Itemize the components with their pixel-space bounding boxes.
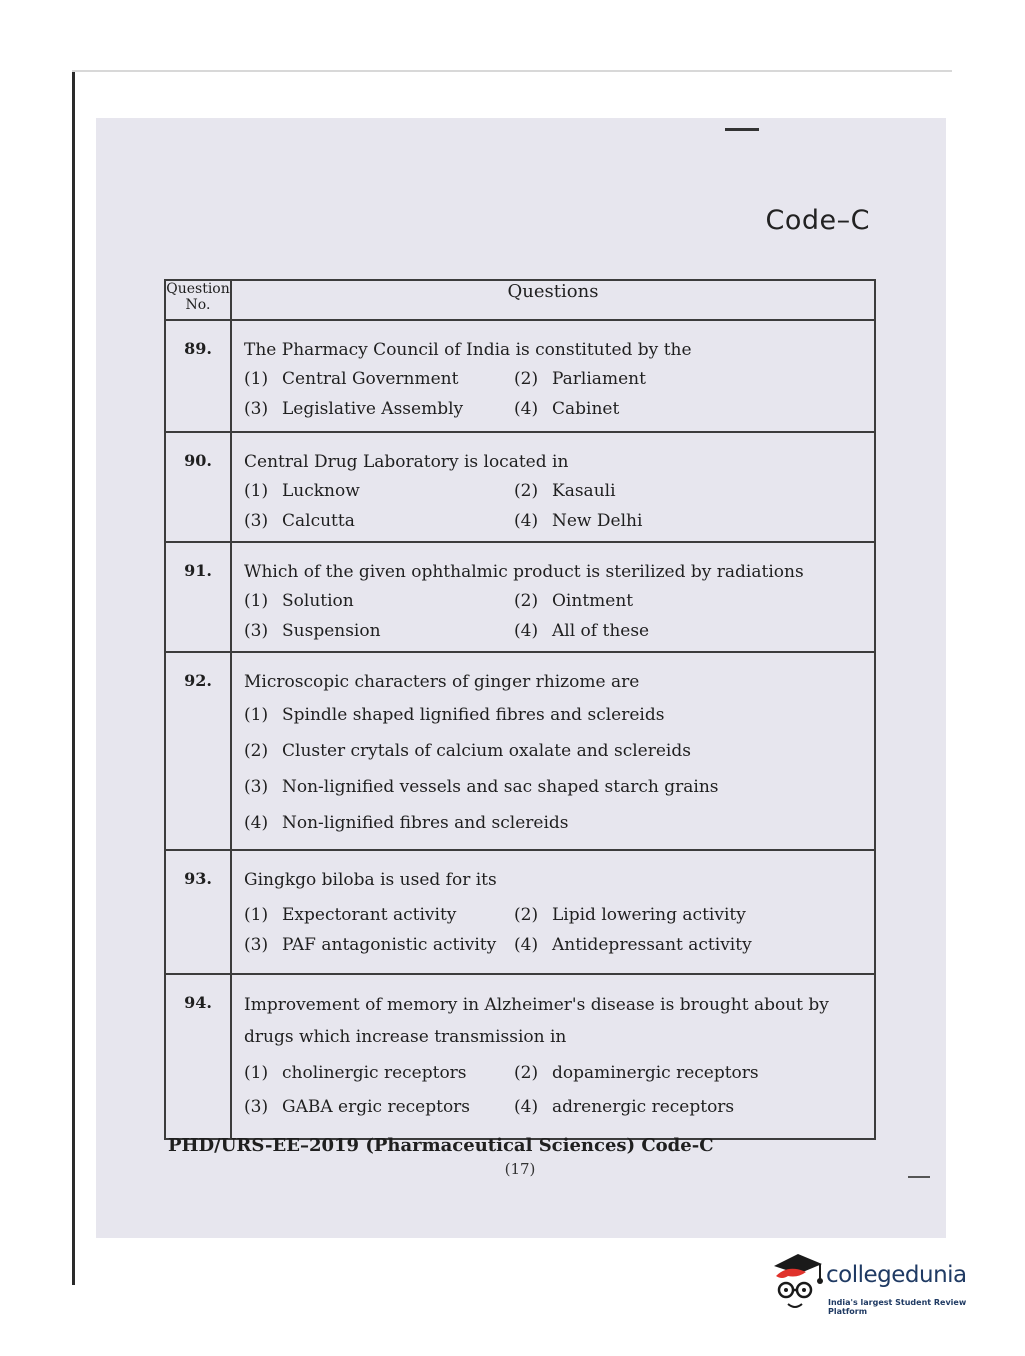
option: (4) All of these bbox=[514, 621, 650, 641]
questions-header: Questions bbox=[231, 280, 875, 320]
table-header-row bbox=[165, 280, 875, 320]
options bbox=[244, 479, 866, 533]
question-stem: The Pharmacy Council of India is constituted by the bbox=[244, 340, 692, 360]
questions-table bbox=[164, 279, 876, 1140]
option: (2) Ointment bbox=[514, 591, 634, 611]
margin-mark bbox=[908, 1176, 930, 1178]
question-stem: Gingkgo biloba is used for its bbox=[244, 870, 497, 890]
question-row bbox=[165, 432, 875, 542]
question-number: 94. bbox=[165, 974, 231, 1139]
option: (1) Lucknow bbox=[244, 481, 360, 501]
question-row bbox=[165, 542, 875, 652]
option: (4) New Delhi bbox=[514, 511, 643, 531]
scan-edge-left bbox=[72, 70, 75, 1285]
page-number: (17) bbox=[504, 1160, 536, 1178]
option: (3) Suspension bbox=[244, 621, 381, 641]
options bbox=[244, 903, 866, 957]
top-dash bbox=[725, 128, 759, 131]
option: (1) cholinergic receptors bbox=[244, 1063, 467, 1083]
option: (3) Calcutta bbox=[244, 511, 355, 531]
mascot-icon bbox=[768, 1250, 824, 1320]
options bbox=[244, 367, 866, 421]
option: (4) Non-lignified fibres and sclereids bbox=[244, 813, 569, 833]
option: (4) Cabinet bbox=[514, 399, 620, 419]
question-number: 93. bbox=[165, 850, 231, 974]
question-row bbox=[165, 320, 875, 432]
question-no-header: Question No. bbox=[165, 280, 231, 320]
question-stem: Central Drug Laboratory is located in bbox=[244, 452, 569, 472]
option: (1) Expectorant activity bbox=[244, 905, 457, 925]
options bbox=[244, 589, 866, 643]
option: (1) Solution bbox=[244, 591, 354, 611]
question-body bbox=[231, 542, 875, 652]
question-number: 90. bbox=[165, 432, 231, 542]
options bbox=[244, 697, 866, 841]
question-number: 91. bbox=[165, 542, 231, 652]
option: (3) Legislative Assembly bbox=[244, 399, 464, 419]
question-number: 92. bbox=[165, 652, 231, 850]
brand-watermark bbox=[768, 1250, 998, 1320]
option: (1) Central Government bbox=[244, 369, 459, 389]
footer-code-line: PHD/URS-EE–2019 (Pharmaceutical Sciences) Code-C bbox=[168, 1135, 714, 1156]
option: (2) Lipid lowering activity bbox=[514, 905, 746, 925]
code-header: Code–C bbox=[765, 205, 870, 236]
options bbox=[244, 1061, 866, 1119]
question-stem: Microscopic characters of ginger rhizome are bbox=[244, 672, 640, 692]
question-stem: Improvement of memory in Alzheimer's disease is brought about by drugs which increase transmission in bbox=[244, 995, 829, 1047]
option: (2) dopaminergic receptors bbox=[514, 1063, 759, 1083]
scan-edge-top bbox=[72, 70, 952, 72]
question-row bbox=[165, 974, 875, 1139]
option: (2) Parliament bbox=[514, 369, 646, 389]
option: (3) PAF antagonistic activity bbox=[244, 935, 497, 955]
option: (3) GABA ergic receptors bbox=[244, 1097, 471, 1117]
question-body bbox=[231, 974, 875, 1139]
option: (3) Non-lignified vessels and sac shaped starch grains bbox=[244, 777, 719, 797]
question-row bbox=[165, 652, 875, 850]
option: (1) Spindle shaped lignified fibres and sclereids bbox=[244, 705, 665, 725]
question-body bbox=[231, 432, 875, 542]
option: (2) Kasauli bbox=[514, 481, 616, 501]
brand-tagline: India's largest Student Review Platform bbox=[828, 1298, 967, 1316]
question-body bbox=[231, 652, 875, 850]
question-body bbox=[231, 850, 875, 974]
option: (2) Cluster crytals of calcium oxalate and sclereids bbox=[244, 741, 691, 761]
option: (4) adrenergic receptors bbox=[514, 1097, 735, 1117]
question-body bbox=[231, 320, 875, 432]
question-stem: Which of the given ophthalmic product is sterilized by radiations bbox=[244, 562, 804, 582]
brand-name: collegedunia bbox=[826, 1262, 967, 1288]
question-number: 89. bbox=[165, 320, 231, 432]
question-row bbox=[165, 850, 875, 974]
option: (4) Antidepressant activity bbox=[514, 935, 752, 955]
